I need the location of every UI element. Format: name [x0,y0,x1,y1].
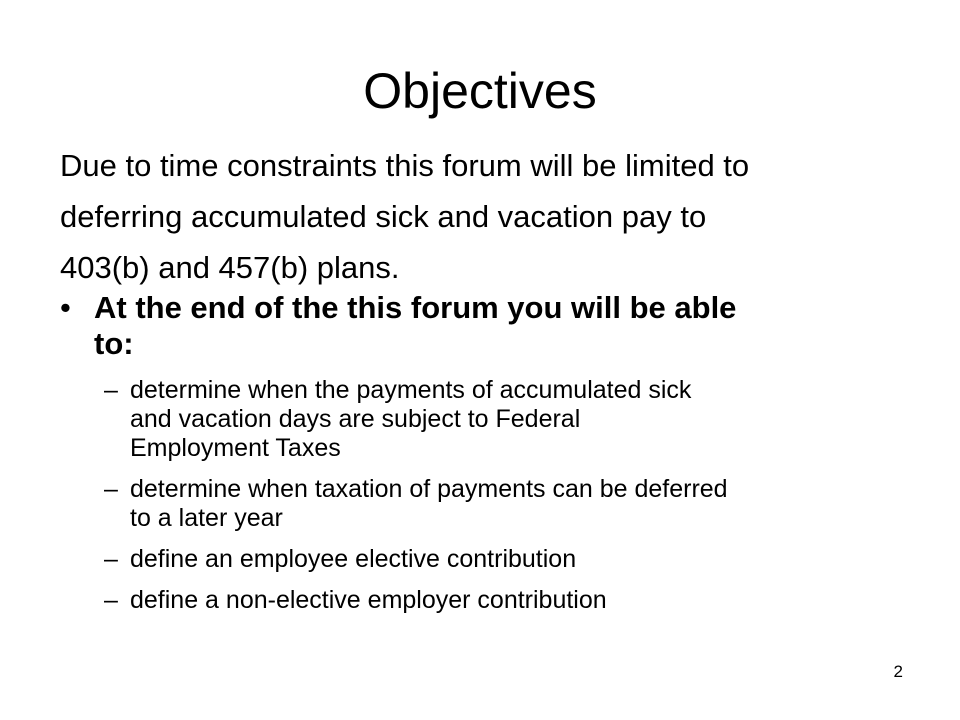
sub-item [104,545,924,574]
sub-list [104,376,924,627]
sub-item-text [130,586,924,615]
sub-line: define a non-elective employer contribution [130,586,607,614]
intro-line: 403(b) and 457(b) plans. [60,250,400,285]
bullet-marker: • [60,290,71,325]
sub-item-text [130,545,924,574]
sub-line: Employment Taxes [130,434,341,462]
sub-item-text [130,376,924,463]
sub-line: determine when the payments of accumulated sick [130,376,692,404]
bullet-line: to: [94,326,134,361]
sub-line: define an employee elective contribution [130,545,577,573]
sub-item-text [130,475,924,533]
sub-marker: – [104,586,118,614]
intro-line: Due to time constraints this forum will be limited to [60,148,750,183]
sub-item [104,475,924,533]
bullet-line: At the end of the this forum you will be able [94,290,737,325]
sub-marker: – [104,545,118,573]
page-number: 2 [893,662,903,681]
sub-marker: – [104,475,118,503]
intro-line: deferring accumulated sick and vacation pay to [60,199,707,234]
intro-paragraph [60,140,920,293]
bullet-text [94,290,894,362]
sub-item [104,586,924,615]
slide-title: Objectives [363,63,597,119]
sub-item [104,376,924,463]
sub-marker: – [104,376,118,404]
sub-line: and vacation days are subject to Federal [130,405,581,433]
bullet-item [60,290,920,362]
sub-line: to a later year [130,504,283,532]
sub-line: determine when taxation of payments can be deferred [130,475,728,503]
